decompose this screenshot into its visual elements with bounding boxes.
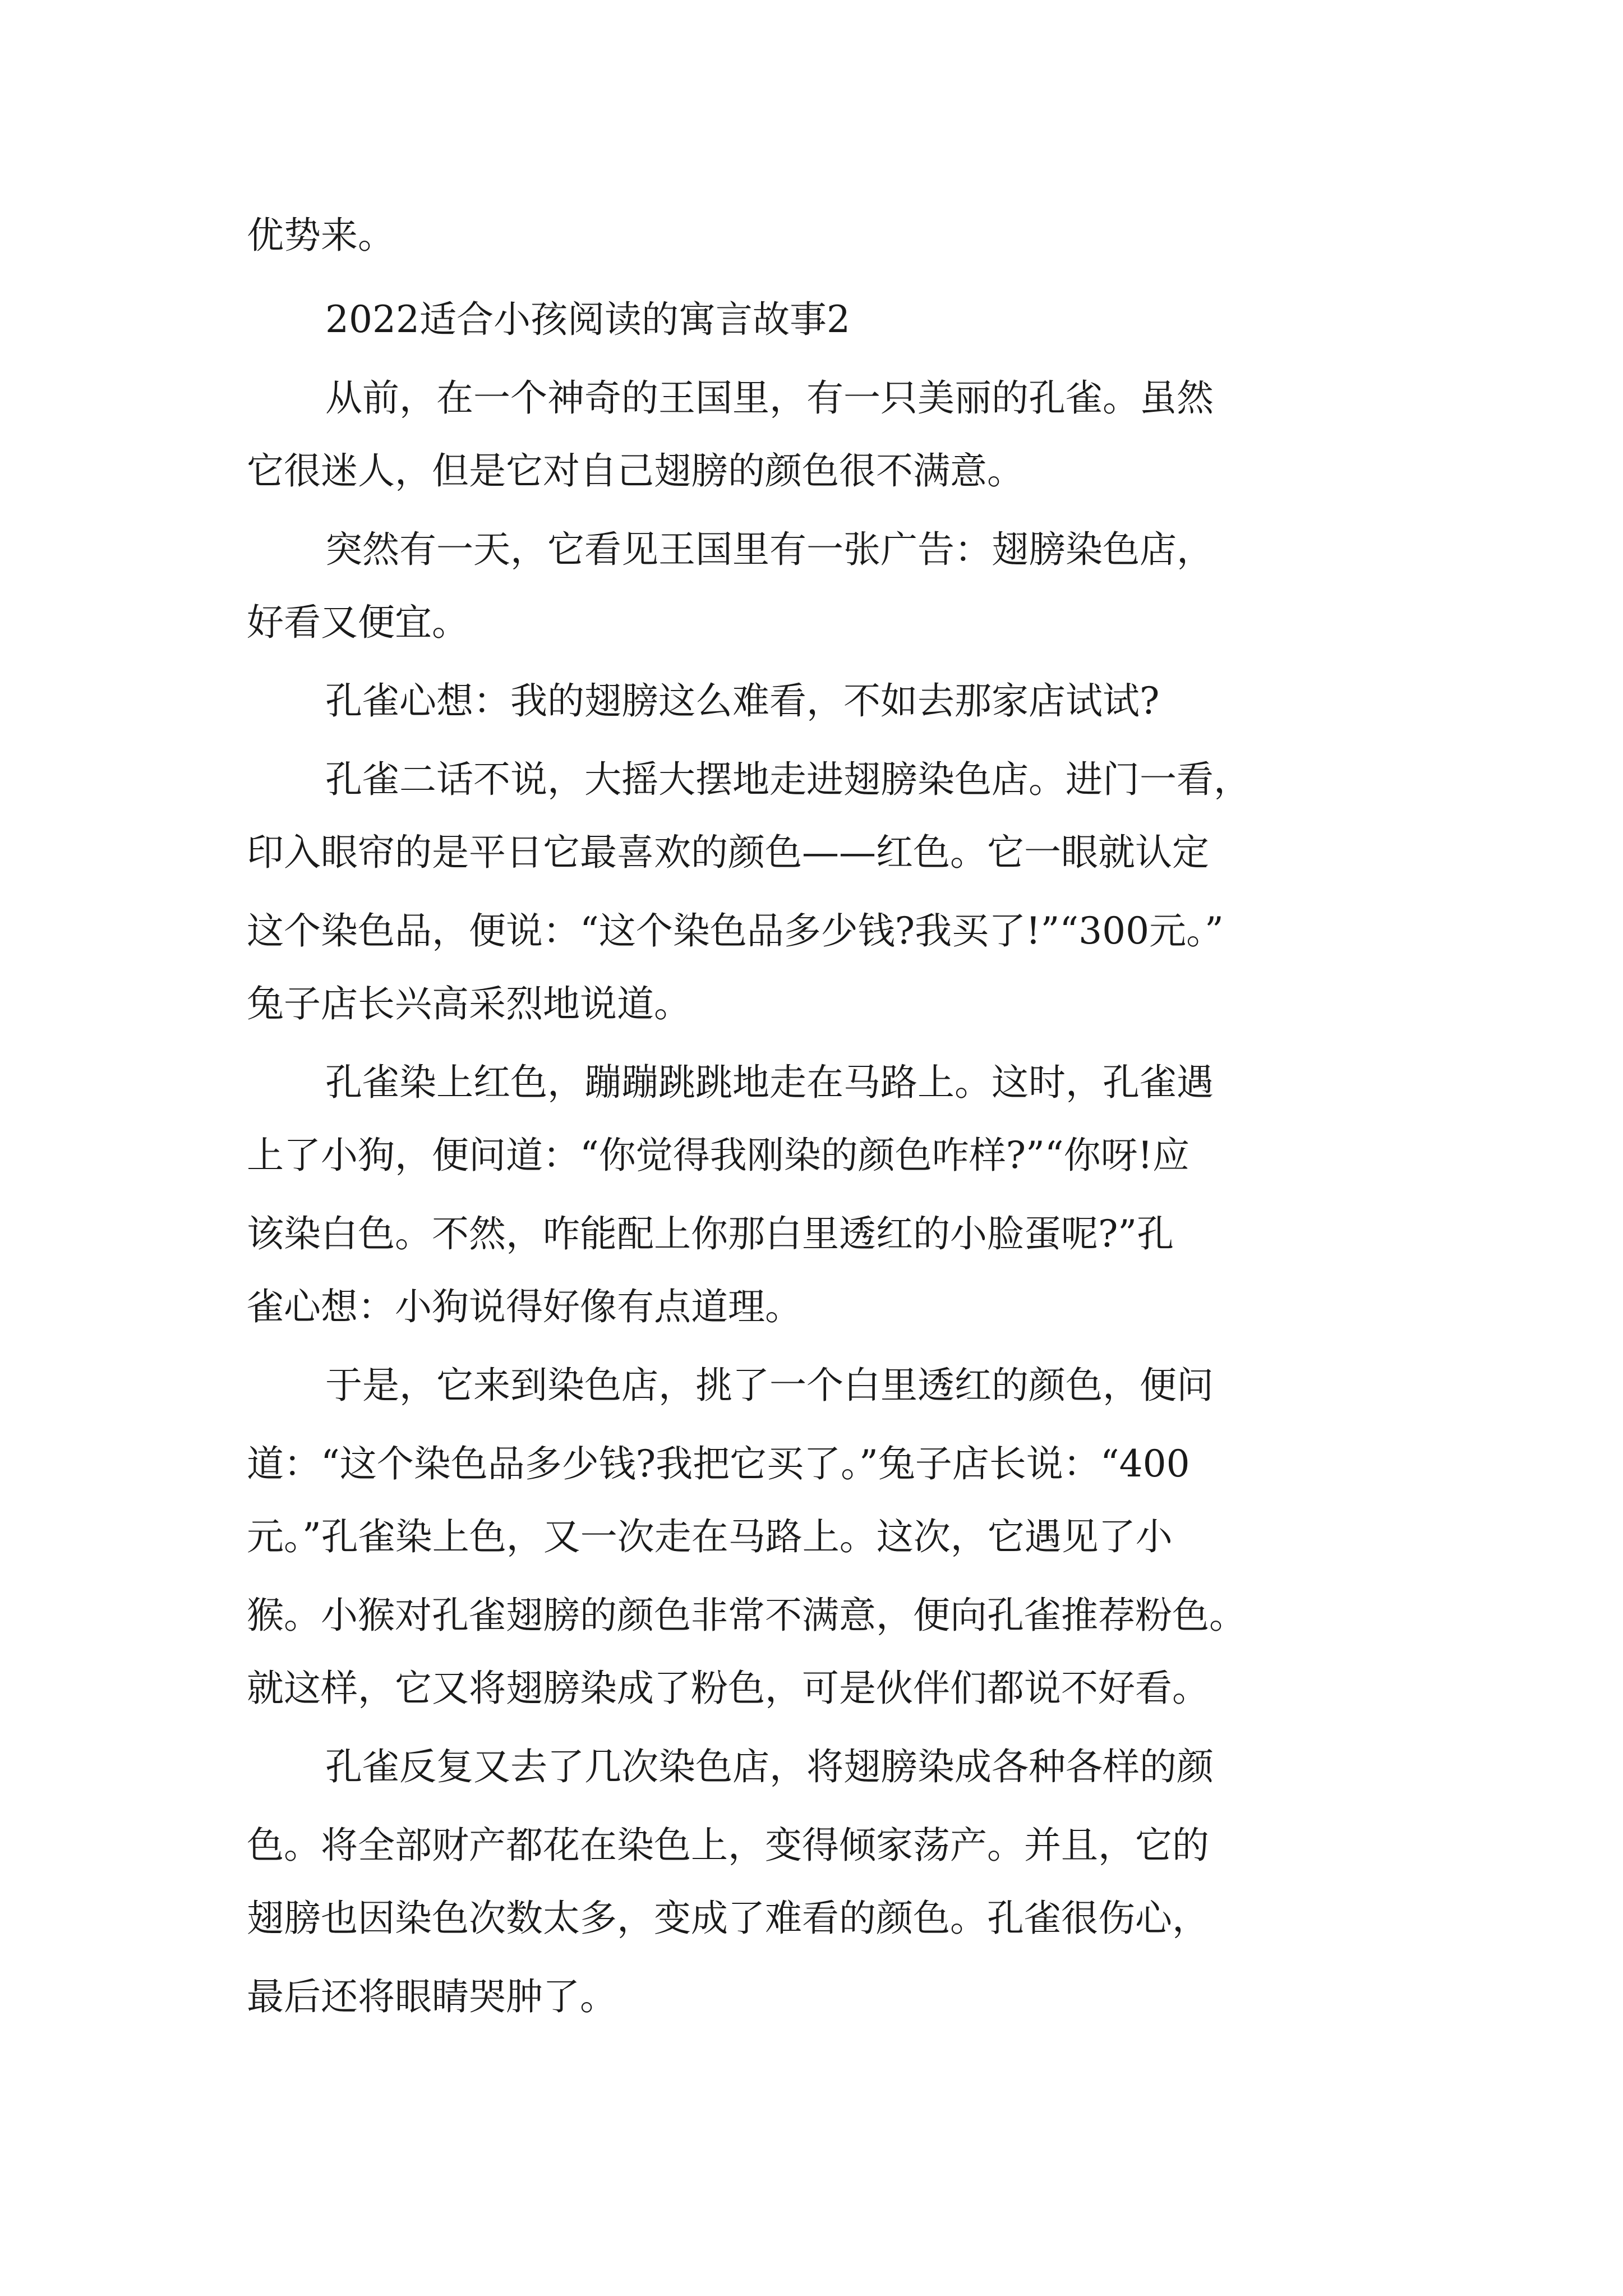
text-line: 它很迷人，但是它对自己翅膀的颜色很不满意。 xyxy=(247,449,1024,493)
text-line: 最后还将眼睛哭肿了。 xyxy=(247,1975,617,2018)
text-line: 雀心想：小狗说得好像有点道理。 xyxy=(247,1285,802,1328)
text-line: 翅膀也因染色次数太多，变成了难看的颜色。孔雀很伤心， xyxy=(247,1897,1209,1940)
text-line: 孔雀心想：我的翅膀这么难看，不如去那家店试试? xyxy=(325,679,1160,723)
text-line: 好看又便宜。 xyxy=(247,601,469,644)
text-line: 上了小狗，便问道：“你觉得我刚染的颜色咋样?”“你呀!应 xyxy=(247,1134,1190,1177)
text-line: 元。”孔雀染上色，又一次走在马路上。这次，它遇见了小 xyxy=(247,1515,1173,1558)
text-line: 印入眼帘的是平日它最喜欢的颜色——红色。它一眼就认定 xyxy=(247,831,1209,874)
text-line: 从前，在一个神奇的王国里，有一只美丽的孔雀。虽然 xyxy=(325,376,1214,420)
text-line: 孔雀染上红色，蹦蹦跳跳地走在马路上。这时，孔雀遇 xyxy=(325,1061,1214,1104)
text-line: 猴。小猴对孔雀翅膀的颜色非常不满意，便向孔雀推荐粉色。 xyxy=(247,1594,1246,1637)
text-line: 这个染色品，便说：“这个染色品多少钱?我买了!”“300元。” xyxy=(247,909,1224,953)
text-line: 突然有一天，它看见王国里有一张广告：翅膀染色店， xyxy=(325,528,1214,571)
text-line: 孔雀反复又去了几次染色店，将翅膀染成各种各样的颜 xyxy=(325,1745,1214,1788)
text-line: 道：“这个染色品多少钱?我把它买了。”兔子店长说：“400 xyxy=(247,1442,1190,1485)
text-line: 就这样，它又将翅膀染成了粉色，可是伙伴们都说不好看。 xyxy=(247,1667,1209,1710)
text-line: 优势来。 xyxy=(247,214,395,257)
text-line: 孔雀二话不说，大摇大摆地走进翅膀染色店。进门一看， xyxy=(325,758,1251,801)
text-line: 于是，它来到染色店，挑了一个白里透红的颜色，便问 xyxy=(325,1364,1214,1407)
text-line: 该染白色。不然，咋能配上你那白里透红的小脸蛋呢?”孔 xyxy=(247,1212,1174,1255)
text-line: 色。将全部财产都花在染色上，变得倾家荡产。并且，它的 xyxy=(247,1824,1209,1867)
section-heading: 2022适合小孩阅读的寓言故事2 xyxy=(325,298,850,341)
text-line: 兔子店长兴高采烈地说道。 xyxy=(247,982,691,1025)
